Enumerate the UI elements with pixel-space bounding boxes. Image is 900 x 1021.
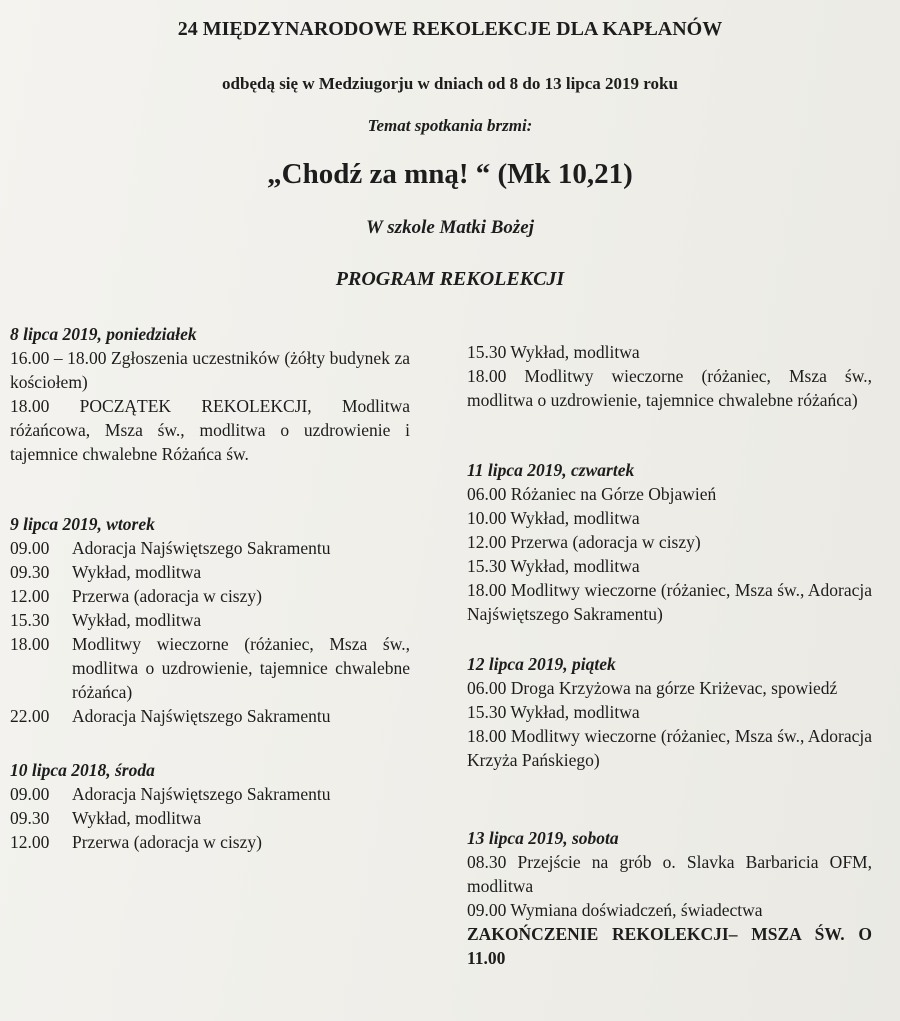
schedule-item: 06.00 Różaniec na Górze Objawień — [467, 484, 717, 504]
day-13-section — [467, 826, 872, 970]
day-8-section — [10, 322, 410, 466]
schedule-item: 18.00 Modlitwy wieczorne (różaniec, Msza św., modlitwa o uzdrowienie, tajemnice chwalebne różańca) — [10, 634, 410, 702]
day-heading: 10 lipca 2018, środa — [10, 760, 155, 780]
schedule-item: 22.00 Adoracja Najświętszego Sakramentu — [10, 706, 331, 726]
closing-mass: ZAKOŃCZENIE REKOLEKCJI– MSZA ŚW. O 11.00 — [467, 924, 872, 968]
schedule-item: 12.00 Przerwa (adoracja w ciszy) — [10, 586, 262, 606]
schedule-item: 12.00 Przerwa (adoracja w ciszy) — [467, 532, 701, 552]
schedule-item: 09.00 Adoracja Najświętszego Sakramentu — [10, 538, 331, 558]
document-subtitle: odbędą się w Medziugorju w dniach od 8 do 13 lipca 2019 roku — [222, 74, 678, 93]
day-heading: 9 lipca 2019, wtorek — [10, 514, 155, 534]
program-title: PROGRAM REKOLEKCJI — [335, 268, 565, 290]
day-heading: 8 lipca 2019, poniedziałek — [10, 324, 197, 344]
schedule-item: 15.30 Wykład, modlitwa — [467, 556, 640, 576]
schedule-item: 09.00 Wymiana doświadczeń, świadectwa — [467, 900, 763, 920]
day-12-section — [467, 652, 872, 772]
schedule-item: 08.30 Przejście na grób o. Slavka Barbaricia OFM, modlitwa — [467, 852, 872, 896]
schedule-item: 15.30 Wykład, modlitwa — [467, 702, 640, 722]
schedule-item: 18.00 POCZĄTEK REKOLEKCJI, Modlitwa różańcowa, Msza św., modlitwa o uzdrowienie i tajemnice chwalebne Różańca św. — [10, 396, 410, 464]
day-10-section — [10, 758, 410, 854]
day-heading: 12 lipca 2019, piątek — [467, 654, 616, 674]
schedule-item: 10.00 Wykład, modlitwa — [467, 508, 640, 528]
schedule-item: 09.30 Wykład, modlitwa — [10, 808, 202, 828]
theme-label: Temat spotkania brzmi: — [367, 116, 533, 135]
motto: W szkole Matki Bożej — [365, 217, 535, 238]
schedule-item: 15.30 Wykład, modlitwa — [467, 342, 640, 362]
schedule-item: 06.00 Droga Krzyżowa na górze Kriżevac, spowiedź — [467, 678, 838, 698]
theme-quote: „Chodź za mną! “ (Mk 10,21) — [267, 158, 633, 190]
schedule-item: 09.00 Adoracja Najświętszego Sakramentu — [10, 784, 331, 804]
schedule-item: 12.00 Przerwa (adoracja w ciszy) — [10, 832, 262, 852]
day-heading: 11 lipca 2019, czwartek — [467, 460, 635, 480]
schedule-item: 18.00 Modlitwy wieczorne (różaniec, Msza św., Adoracja Krzyża Pańskiego) — [467, 726, 872, 770]
day-9-section — [10, 512, 410, 728]
schedule-item: 09.30 Wykład, modlitwa — [10, 562, 202, 582]
day-10-continued — [467, 340, 872, 412]
day-11-section — [467, 458, 872, 626]
schedule-item: 18.00 Modlitwy wieczorne (różaniec, Msza św., Adoracja Najświętszego Sakramentu) — [467, 580, 872, 624]
schedule-item: 16.00 – 18.00 Zgłoszenia uczestników (żółty budynek za kościołem) — [10, 348, 410, 392]
schedule-item: 18.00 Modlitwy wieczorne (różaniec, Msza św., modlitwa o uzdrowienie, tajemnice chwalebne różańca) — [467, 366, 872, 410]
day-heading: 13 lipca 2019, sobota — [467, 828, 619, 848]
schedule-item: 15.30 Wykład, modlitwa — [10, 610, 202, 630]
document-title: 24 MIĘDZYNARODOWE REKOLEKCJE DLA KAPŁANÓW — [177, 18, 723, 40]
